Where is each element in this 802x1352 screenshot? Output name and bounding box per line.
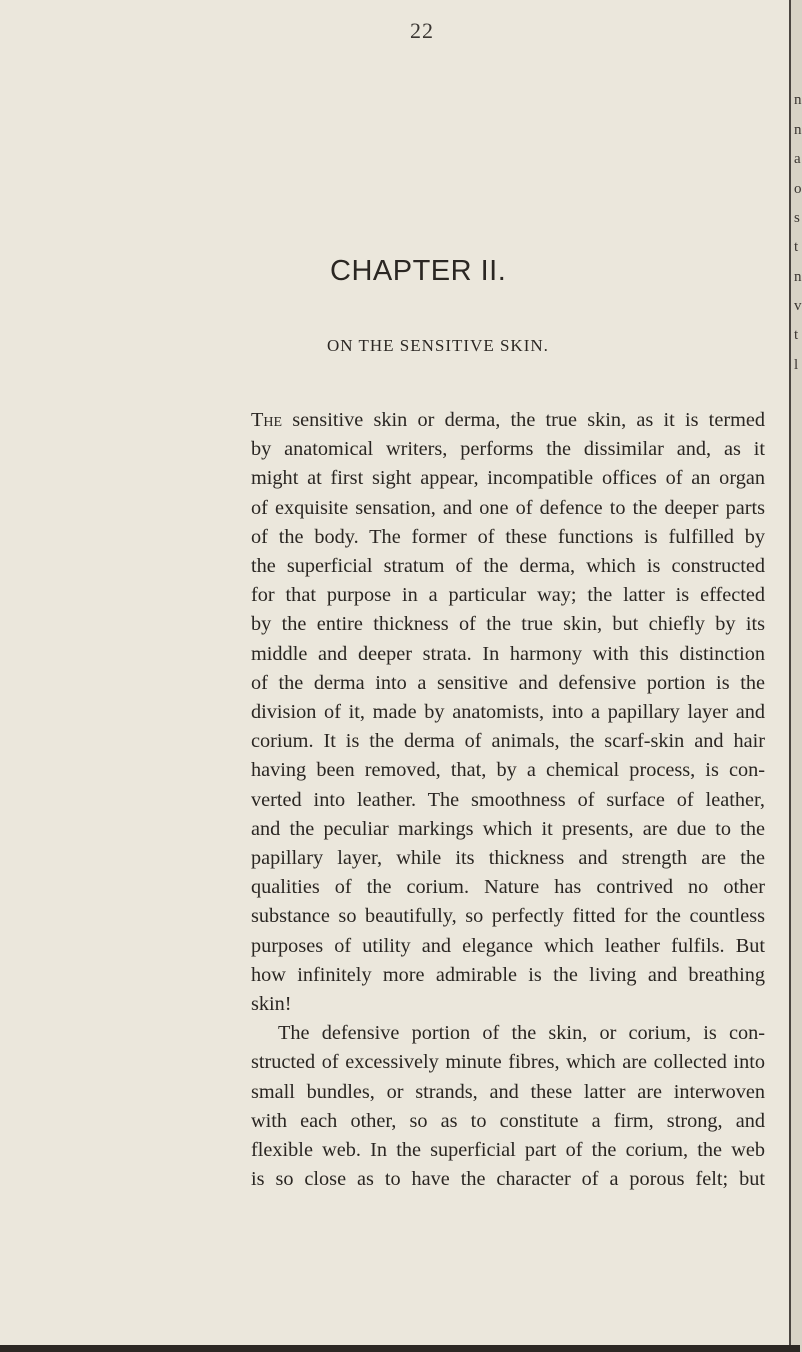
edge-fragment: o (794, 181, 802, 197)
text-line (251, 406, 765, 435)
text-line: of exquisite sensation, and one of defence to the deeper parts (251, 496, 765, 519)
text-line: small bundles, or strands, and these latter are interwoven (251, 1080, 765, 1103)
edge-fragment: n (794, 269, 802, 285)
chapter-subtitle: ON THE SENSITIVE SKIN. (327, 336, 549, 355)
opening-word: The (251, 409, 283, 431)
text-line: and the peculiar markings which it presents, are due to the (251, 817, 765, 840)
edge-fragment: a (794, 151, 801, 167)
paragraph-2-first-line: The defensive portion of the skin, or corium, is con- (278, 1022, 765, 1045)
text-line: substance so beautifully, so perfectly fitted for the countless (251, 905, 765, 928)
text-line: skin! (251, 993, 292, 1016)
first-line-rest: sensitive skin or derma, the true skin, as it is termed (282, 409, 765, 431)
text-line: for that purpose in a particular way; the latter is effected (251, 584, 765, 607)
bottom-scan-border (0, 1345, 800, 1352)
text-line: of the derma into a sensitive and defensive portion is the (251, 671, 765, 694)
text-line: purposes of utility and elegance which leather fulfils. But (251, 934, 765, 957)
page-number: 22 (410, 18, 434, 43)
text-line: division of it, made by anatomists, into a papillary layer and (251, 701, 765, 724)
text-line: with each other, so as to constitute a firm, strong, and (251, 1109, 765, 1132)
text-line: flexible web. In the superficial part of the corium, the web (251, 1139, 765, 1162)
text-line: is so close as to have the character of a porous felt; but (251, 1168, 765, 1191)
text-line: by the entire thickness of the true skin, but chiefly by its (251, 613, 765, 636)
text-line: the superficial stratum of the derma, which is constructed (251, 555, 765, 578)
edge-fragment: s (794, 210, 800, 226)
text-line: having been removed, that, by a chemical process, is con- (251, 759, 765, 782)
edge-fragment: n (794, 92, 802, 108)
text-line: by anatomical writers, performs the dissimilar and, as it (251, 438, 765, 461)
edge-fragment: l (794, 357, 799, 373)
text-line: of the body. The former of these functions is fulfilled by (251, 525, 765, 548)
text-line: structed of excessively minute fibres, which are collected into (251, 1051, 765, 1074)
body-text (251, 406, 765, 1194)
edge-fragment: t (794, 239, 799, 255)
edge-fragment: v (794, 298, 802, 314)
text-line: qualities of the corium. Nature has contrived no other (251, 876, 765, 899)
text-line: middle and deeper strata. In harmony with this distinction (251, 642, 765, 665)
text-line: might at first sight appear, incompatible offices of an organ (251, 467, 765, 490)
chapter-title: CHAPTER II. (330, 255, 507, 287)
adjacent-page-edge (789, 0, 802, 1352)
edge-fragment: n (794, 122, 802, 138)
text-line: papillary layer, while its thickness and strength are the (251, 847, 765, 870)
text-line: how infinitely more admirable is the living and breathing (251, 963, 765, 986)
text-line: corium. It is the derma of animals, the scarf-skin and hair (251, 730, 765, 753)
text-line: verted into leather. The smoothness of surface of leather, (251, 788, 765, 811)
edge-fragment: t (794, 327, 799, 343)
